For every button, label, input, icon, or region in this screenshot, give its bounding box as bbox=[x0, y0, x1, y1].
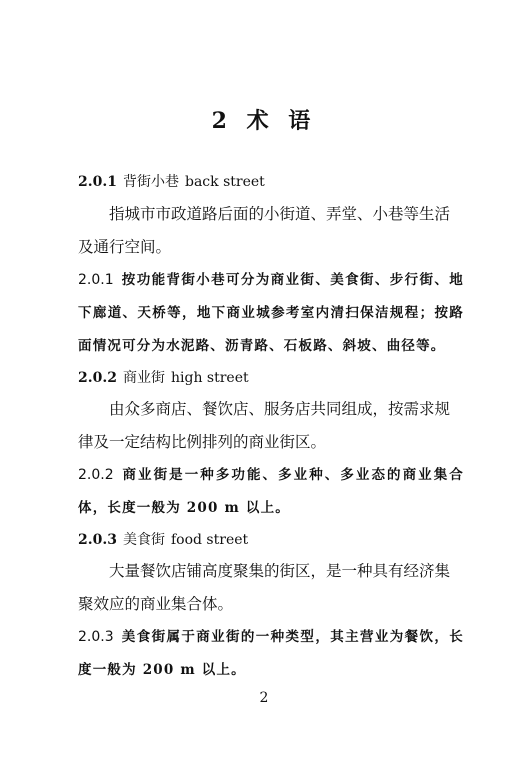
term-chinese: 背街小巷 bbox=[122, 174, 179, 190]
term-english: food street bbox=[170, 532, 249, 548]
explanation-text: 按功能背街小巷可分为商业街、美食街、步行街、地下廊道、天桥等，地下商业城参考室内清扫保洁规程；按路面情况可分为水泥路、沥青路、石板路、斜坡、曲径等。 bbox=[78, 272, 464, 354]
term-chinese: 美食街 bbox=[122, 532, 165, 548]
term-definition: 由众多商店、餐饮店、服务店共同组成，按需求规律及一定结构比例排列的商业街区。 bbox=[78, 400, 451, 451]
term-english: back street bbox=[184, 174, 265, 190]
explanation-number: 2.0.2 bbox=[78, 467, 114, 483]
term-english: high street bbox=[170, 370, 249, 386]
term-heading bbox=[78, 367, 249, 387]
term-heading bbox=[78, 529, 248, 549]
term-explanation bbox=[78, 264, 464, 363]
chapter-title: 2 术 语 bbox=[211, 108, 317, 134]
page-number: 2 bbox=[259, 690, 269, 706]
explanation-text: 商业街是一种多功能、多业种、多业态的商业集合体，长度一般为 200 m 以上。 bbox=[78, 467, 464, 516]
term-definition: 指城市市政道路后面的小街道、弄堂、小巷等生活及通行空间。 bbox=[78, 205, 451, 256]
term-explanation bbox=[78, 621, 464, 687]
term-chinese: 商业街 bbox=[122, 370, 165, 386]
explanation-text: 美食街属于商业街的一种类型，其主营业为餐饮，长度一般为 200 m 以上。 bbox=[78, 629, 464, 678]
term-number: 2.0.2 bbox=[78, 370, 117, 386]
explanation-number: 2.0.1 bbox=[78, 272, 114, 288]
term-number: 2.0.1 bbox=[78, 174, 117, 190]
term-heading bbox=[78, 171, 265, 191]
explanation-number: 2.0.3 bbox=[78, 629, 114, 645]
term-explanation bbox=[78, 459, 464, 525]
term-number: 2.0.3 bbox=[78, 532, 117, 548]
term-definition: 大量餐饮店铺高度聚集的街区，是一种具有经济集聚效应的商业集合体。 bbox=[78, 562, 451, 613]
